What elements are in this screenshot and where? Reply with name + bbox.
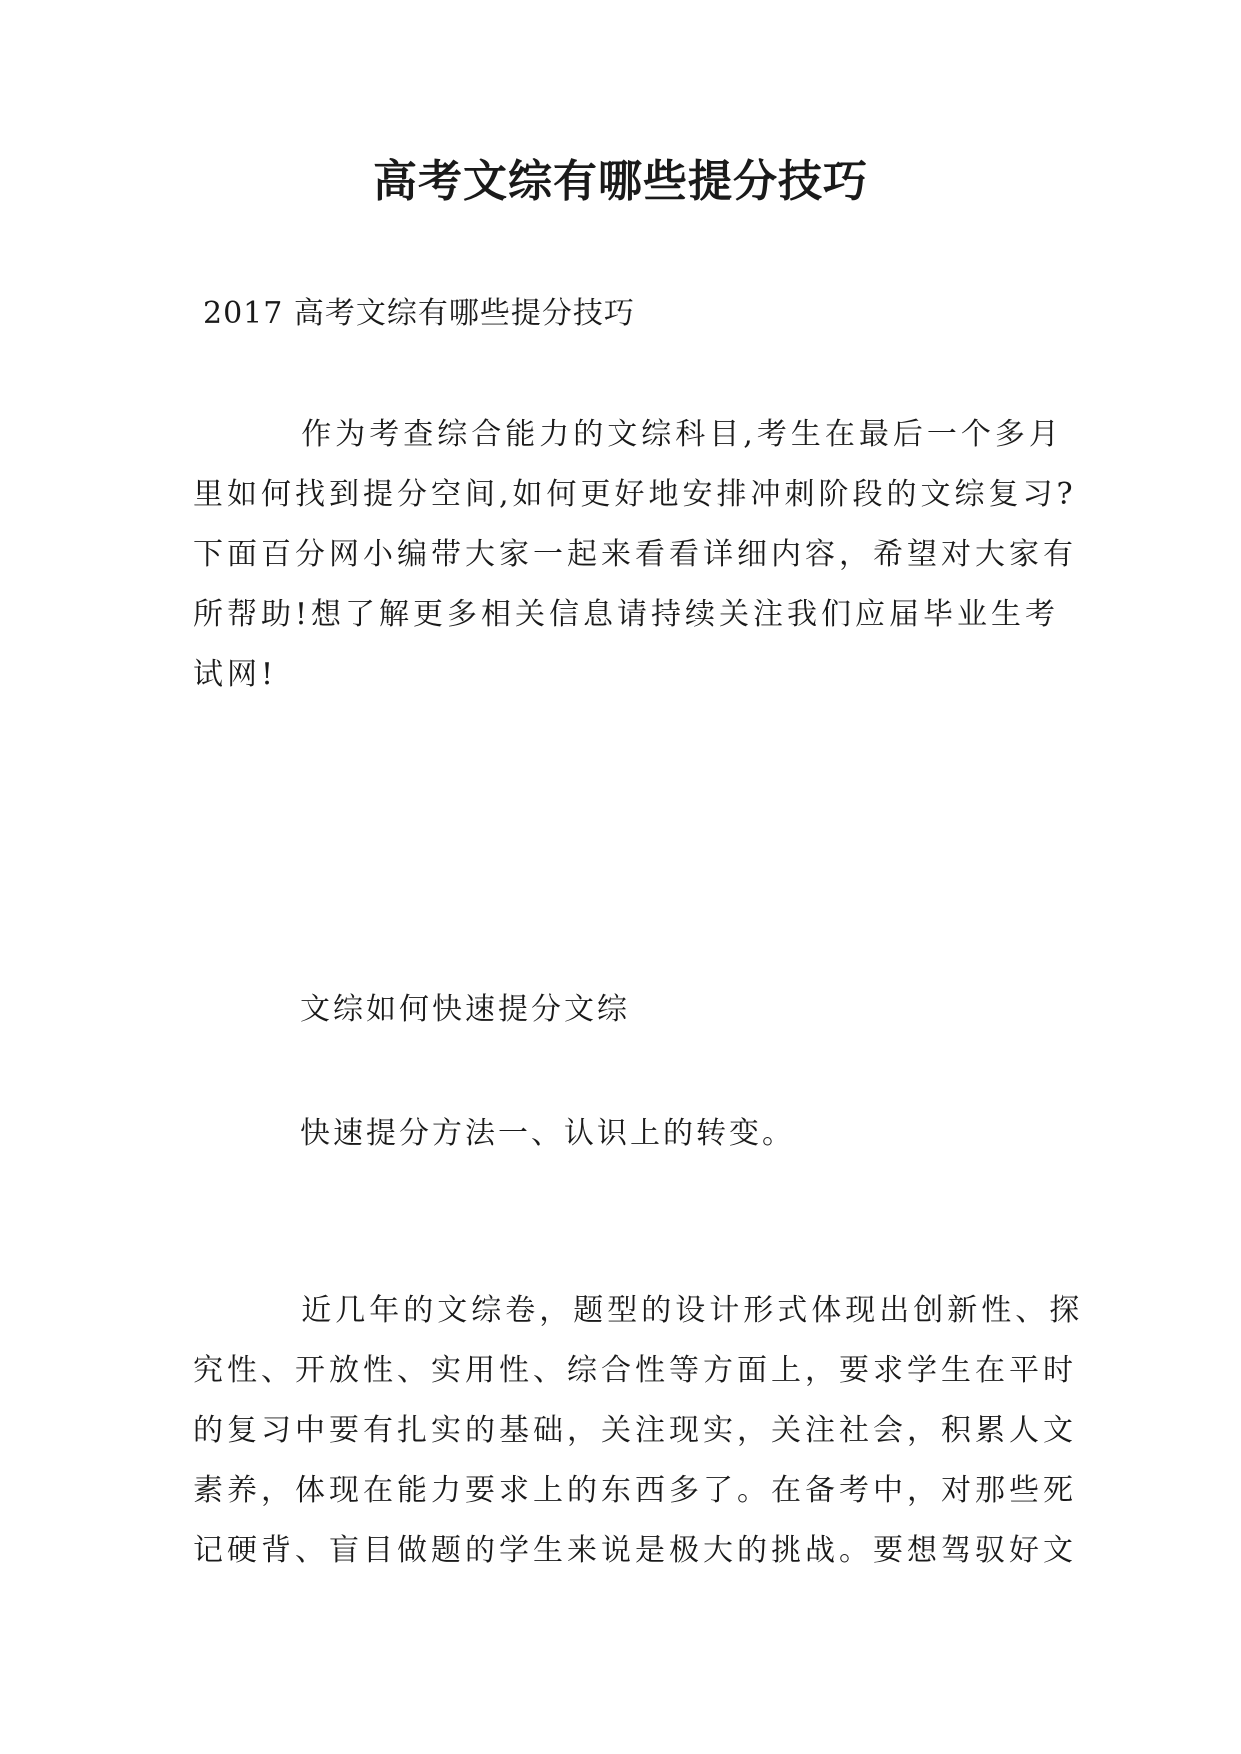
intro-paragraph-line: 所帮助!想了解更多相关信息请持续关注我们应届毕业生考 xyxy=(193,597,1060,632)
method-heading: 快速提分方法一、认识上的转变。 xyxy=(300,1116,795,1151)
intro-paragraph-line: 试网! xyxy=(193,657,278,692)
method-paragraph-line: 近几年的文综卷，题型的设计形式体现出创新性、探 xyxy=(193,1293,1084,1328)
intro-paragraph-line: 作为考查综合能力的文综科目,考生在最后一个多月 xyxy=(193,417,1063,452)
document-title: 高考文综有哪些提分技巧 xyxy=(373,156,868,207)
method-paragraph-line: 记硬背、盲目做题的学生来说是极大的挑战。要想驾驭好文 xyxy=(193,1533,1077,1568)
method-paragraph-line: 的复习中要有扎实的基础，关注现实，关注社会，积累人文 xyxy=(193,1413,1077,1448)
intro-paragraph-line: 下面百分网小编带大家一起来看看详细内容，希望对大家有 xyxy=(193,537,1077,572)
method-paragraph xyxy=(193,1281,1084,1581)
method-paragraph-line: 素养，体现在能力要求上的东西多了。在备考中，对那些死 xyxy=(193,1473,1077,1508)
intro-paragraph xyxy=(193,405,1077,705)
section-heading: 文综如何快速提分文综 xyxy=(300,992,630,1027)
document-subtitle: 2017 高考文综有哪些提分技巧 xyxy=(203,296,635,331)
intro-paragraph-line: 里如何找到提分空间,如何更好地安排冲刺阶段的文综复习? xyxy=(193,477,1077,512)
method-paragraph-line: 究性、开放性、实用性、综合性等方面上，要求学生在平时 xyxy=(193,1353,1077,1388)
